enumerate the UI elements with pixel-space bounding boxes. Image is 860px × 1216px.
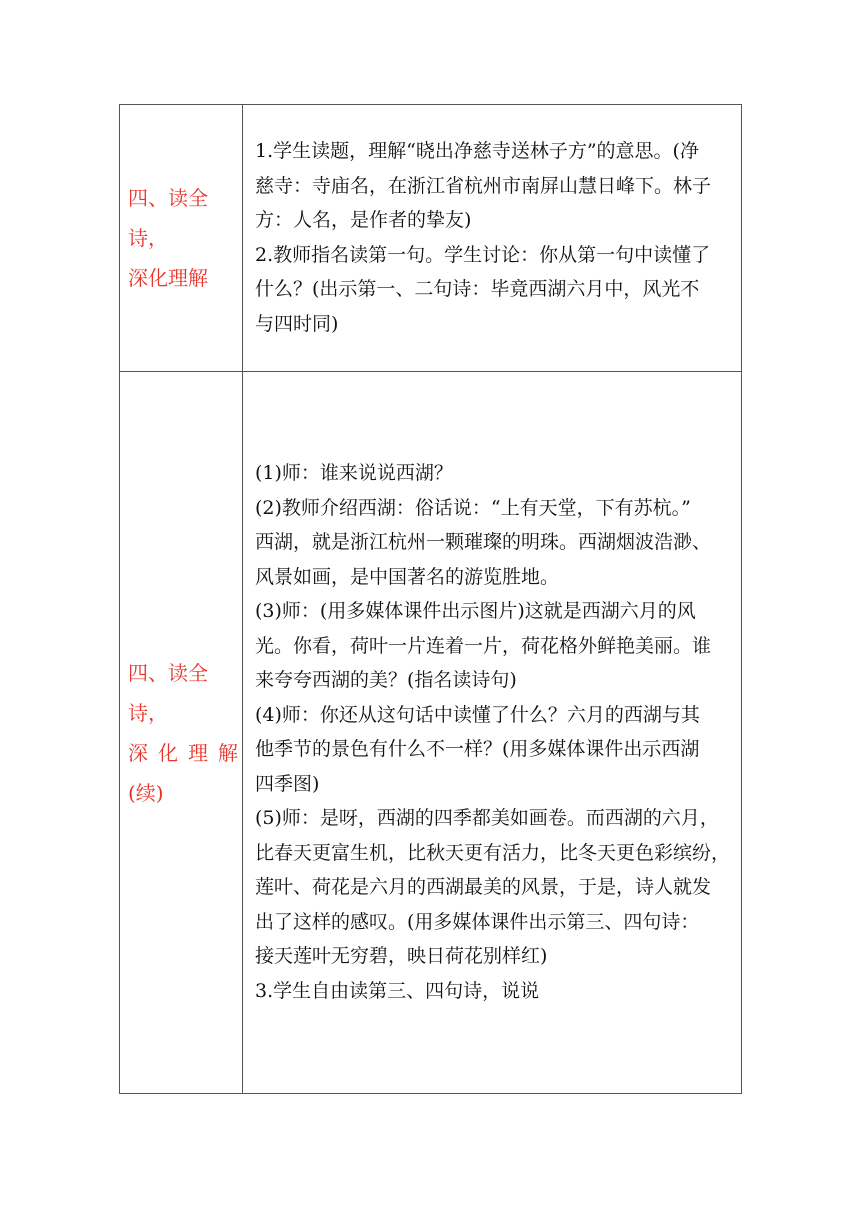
content-line: (3)师：(用多媒体课件出示图片)这就是西湖六月的风 [255,600,696,622]
content-cell [243,105,742,372]
content-line: (4)师：你还从这句话中读懂了什么？六月的西湖与其 [255,703,700,726]
content-line: 莲叶、荷花是六月的西湖最美的风景，于是，诗人就发 [255,876,712,898]
content-line: (2)教师介绍西湖：俗话说：“上有天堂，下有苏杭。” [255,496,691,519]
content-line: 四季图) [255,772,320,795]
table-row [120,372,742,1094]
content-line: 与四时同) [255,312,339,335]
content-line: 西湖，就是浙江杭州一颗璀璨的明珠。西湖烟波浩渺、 [255,531,712,553]
section-title-cell [120,105,243,372]
content-line: 什么？(出示第一、二句诗：毕竟西湖六月中，风光不 [255,278,700,300]
content-line: 他季节的景色有什么不一样？(用多媒体课件出示西湖 [255,738,700,760]
content-line: (1)师：谁来说说西湖？ [255,462,453,484]
section-title-line: 四、读全诗， [128,660,208,725]
content-line: 1.学生读题，理解“晓出净慈寺送林子方”的意思。(净 [255,140,699,162]
content-line: 出了这样的感叹。(用多媒体课件出示第三、四句诗： [255,910,700,933]
content-line: 3.学生自由读第三、四句诗，说说 [255,979,540,1002]
content-line: (5)师：是呀，西湖的四季都美如画卷。而西湖的六月， [255,807,719,829]
content-line: 光。你看，荷叶一片连着一片，荷花格外鲜艳美丽。谁 [255,634,712,657]
section-title-line: (续) [128,780,164,805]
content-line: 来夸夸西湖的美？(指名读诗句) [255,669,517,691]
content-line: 接天莲叶无穷碧，映日荷花别样红) [255,945,548,967]
section-title-line: 深化理解 [128,266,208,290]
lesson-plan-table [119,104,742,1094]
content-line: 2.教师指名读第一句。学生讨论：你从第一句中读懂了 [255,243,711,266]
content-line: 风景如画，是中国著名的游览胜地。 [255,565,560,588]
content-line: 慈寺：寺庙名，在浙江省杭州市南屏山慧日峰下。林子 [255,174,712,197]
content-line: 比春天更富生机，比秋天更有活力，比冬天更色彩缤纷， [255,841,731,864]
content-cell [243,372,742,1094]
section-title-cell [120,372,243,1094]
content-line: 方：人名，是作者的挚友) [255,209,472,231]
table-row [120,105,742,372]
section-title-line: 深化理解 [128,740,238,765]
section-title-line: 四、读全诗， [128,186,208,250]
